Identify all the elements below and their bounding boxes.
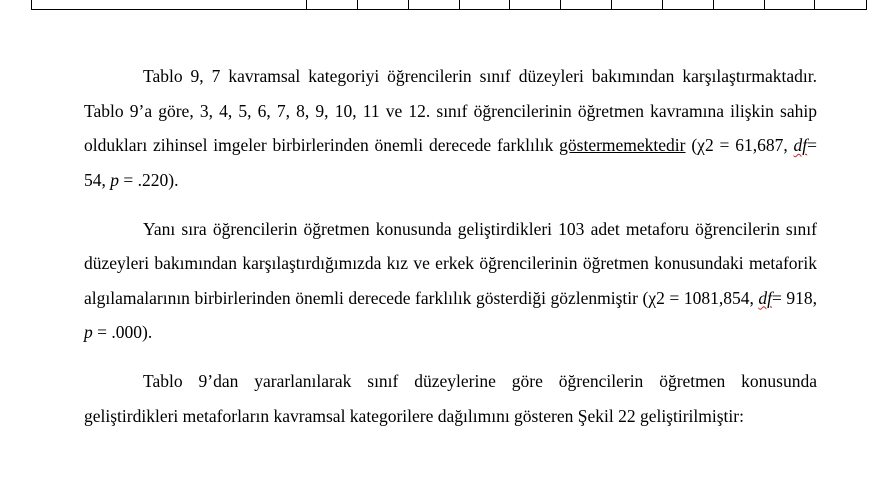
table-cell [612, 0, 663, 9]
table-cell [765, 0, 815, 9]
p-value: = .220). [123, 169, 179, 190]
table-cell [460, 0, 510, 9]
paragraph-figure22-intro[interactable] [84, 364, 817, 433]
table-cell [32, 0, 307, 9]
p1-intro: Tablo 9, 7 kavramsal kategoriyi öğrencilerin sınıf düzeyleri bakımından karşılaştırmaktadır. Tablo 9’a göre, 3, 4, 5, 6, 7, 8, 9, 10, 11 ve 12. sınıf öğrencilerinin öğretmen kavramına ilişkin sahip oldukları zihinsel imgeler birbirlerinden önemli derecede farklılık [84, 66, 817, 155]
p-label: p [110, 169, 119, 190]
table-bottom-edge [31, 0, 867, 10]
p2-intro: Yanı sıra öğrencilerin öğretmen konusunda geliştirdikleri 103 adet metaforu öğrencilerin sınıf düzeyleri bakımından karşılaştırdığımızda kız ve erkek öğrencilerinin öğretmen konusundaki metaforik algılamalarının birbirlerinden önemli derecede farklılık gösterdiği gözlenmiştir [84, 218, 817, 308]
document-body[interactable] [84, 59, 817, 448]
table-cell [510, 0, 561, 9]
p3-text: Tablo 9’dan yararlanılarak sınıf düzeylerine göre öğrencilerin öğretmen konusunda geliştirdikleri metaforların kavramsal kategorilere dağılımını gösteren Şekil 22 geliştirilmiştir: [84, 371, 817, 426]
paragraph-metaphor-comparison[interactable] [84, 212, 817, 350]
table-cell [714, 0, 765, 9]
chi-square-stat: (χ2 = 1081,854, [642, 287, 754, 308]
table-cell [663, 0, 714, 9]
df-value: = 54, [84, 135, 818, 190]
table-cell [561, 0, 612, 9]
paragraph-table9-summary[interactable] [84, 59, 817, 197]
table-cell [358, 0, 409, 9]
table-cell [307, 0, 358, 9]
table-cell [815, 0, 867, 9]
underlined-word: göstermemektedir [559, 135, 686, 155]
df-label-spellcheck[interactable]: df [793, 135, 808, 155]
p-label: p [84, 322, 93, 342]
p-value: = .000). [97, 322, 153, 342]
df-value: = 918, [772, 287, 818, 308]
chi-square-stat: (χ2 = 61,687, [691, 135, 788, 155]
df-label-spellcheck[interactable]: df [758, 287, 772, 308]
table-cell [409, 0, 460, 9]
